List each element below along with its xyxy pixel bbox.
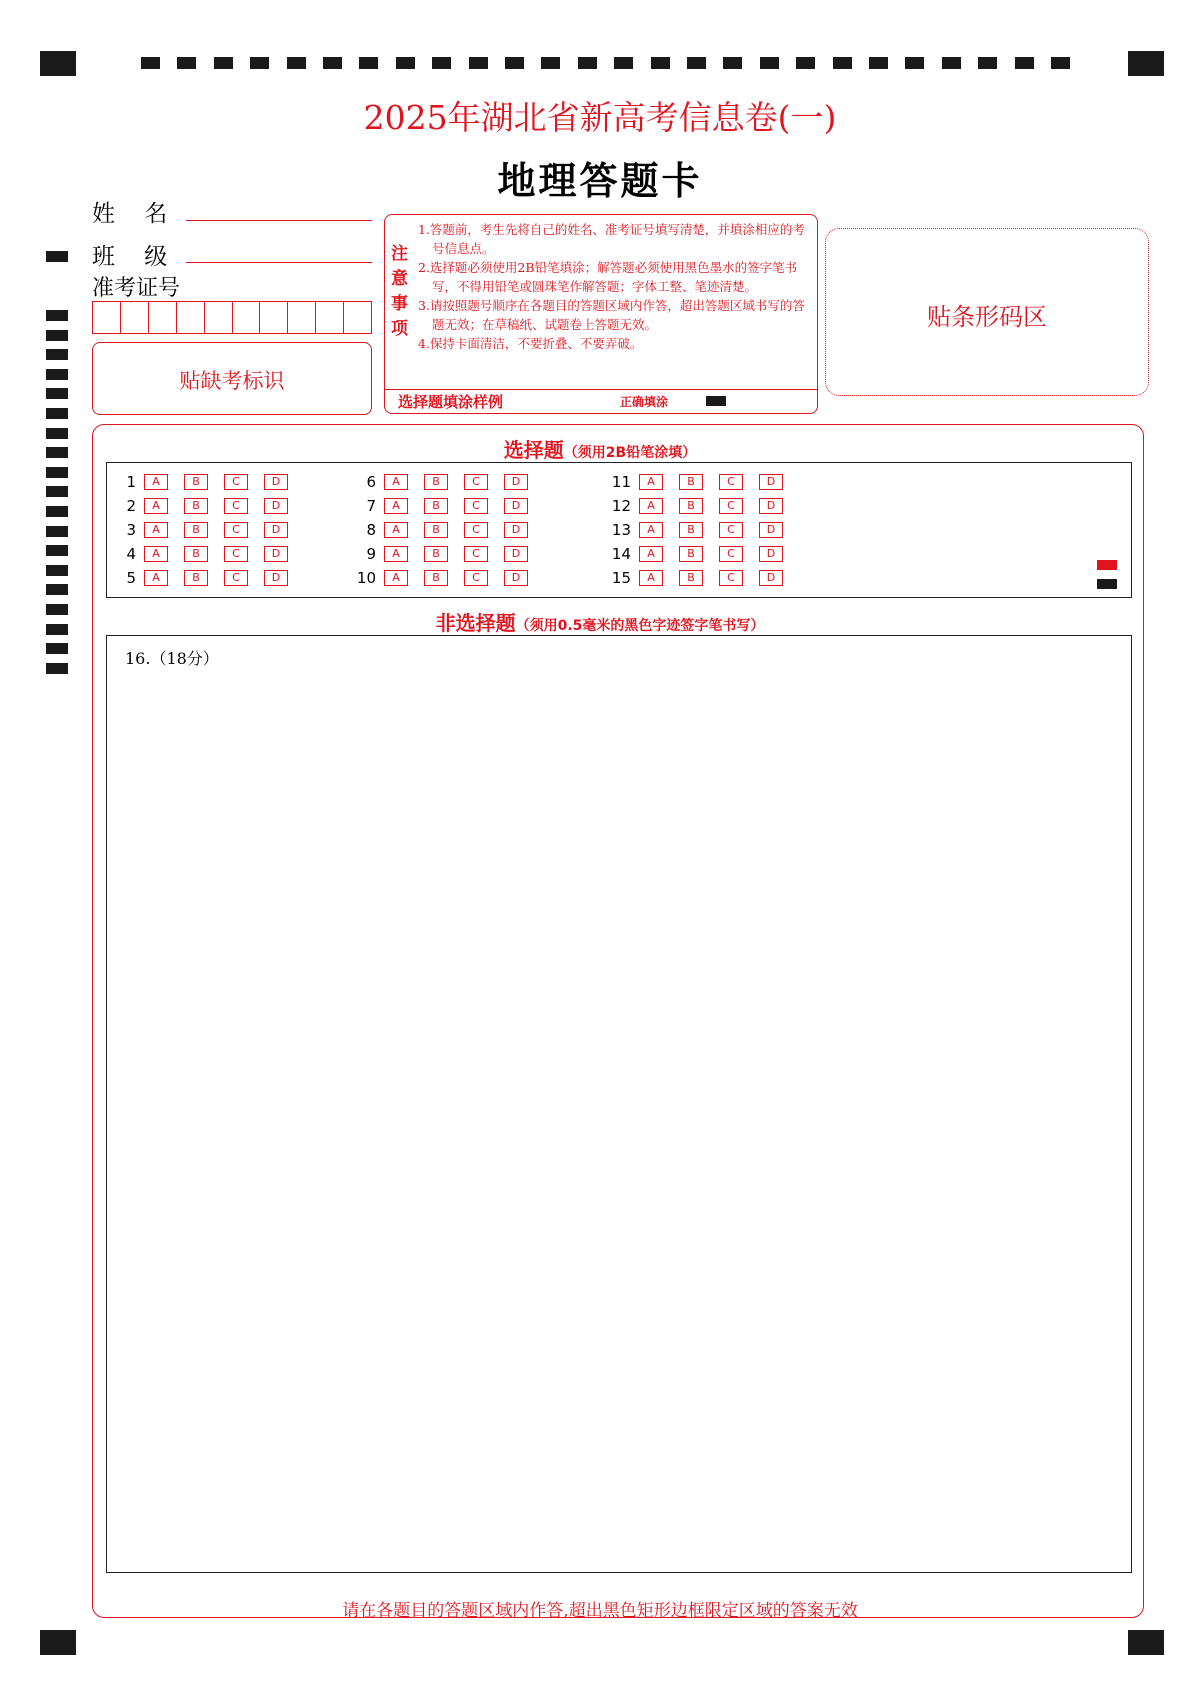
mc-question-row	[601, 569, 799, 587]
exam-id-boxes[interactable]	[92, 301, 372, 334]
timing-mark	[46, 330, 68, 341]
mc-option-bubble[interactable]: D	[264, 522, 288, 538]
mc-option-bubble[interactable]: D	[264, 498, 288, 514]
mc-question-row	[601, 497, 799, 515]
timing-mark	[46, 408, 68, 419]
mc-option-bubble[interactable]: C	[224, 570, 248, 586]
absent-mark-label: 贴缺考标识	[179, 369, 285, 393]
mc-option-bubble[interactable]: C	[464, 498, 488, 514]
mc-question-number: 8	[366, 521, 376, 539]
mc-question-number: 10	[356, 569, 376, 587]
id-digit-box[interactable]	[149, 302, 177, 333]
mc-option-bubble[interactable]: B	[184, 498, 208, 514]
mc-section-title	[0, 434, 1200, 463]
mc-option-bubble[interactable]: A	[384, 570, 408, 586]
exam-id-label: 准考证号	[92, 276, 181, 301]
mc-option-bubble[interactable]: A	[384, 498, 408, 514]
mc-option-bubble[interactable]: B	[424, 498, 448, 514]
timing-mark	[46, 545, 68, 556]
free-title-note: （须用0.5毫米的黑色字迹签字笔书写）	[515, 618, 765, 634]
mc-option-bubble[interactable]: D	[504, 522, 528, 538]
timing-mark	[46, 369, 68, 380]
name-label: 姓 名	[92, 201, 168, 227]
mc-question-row	[601, 473, 799, 491]
mc-title-note: （须用2B铅笔涂填）	[563, 445, 697, 461]
timing-mark	[505, 57, 524, 69]
mc-option-bubble[interactable]: B	[679, 474, 703, 490]
id-digit-box[interactable]	[177, 302, 205, 333]
id-digit-box[interactable]	[344, 302, 371, 333]
mc-question-row	[106, 545, 304, 563]
mc-option-bubble[interactable]: B	[184, 474, 208, 490]
mc-question-row	[346, 521, 544, 539]
mc-title-text: 选择题	[503, 438, 564, 462]
timing-mark	[46, 486, 68, 497]
mc-option-bubble[interactable]: B	[424, 546, 448, 562]
mc-option-bubble[interactable]: C	[224, 522, 248, 538]
timing-mark	[869, 57, 888, 69]
mc-question-number: 14	[611, 545, 631, 563]
timing-mark	[46, 506, 68, 517]
mc-black-marker	[1097, 579, 1117, 589]
mc-question-row	[106, 569, 304, 587]
notice-heading-char: 意	[391, 269, 408, 289]
mc-option-bubble[interactable]: D	[759, 498, 783, 514]
mc-question-number: 13	[611, 521, 631, 539]
mc-option-bubble[interactable]: B	[679, 498, 703, 514]
timing-mark	[323, 57, 342, 69]
mc-option-bubble[interactable]: C	[719, 474, 743, 490]
mc-option-bubble[interactable]: D	[264, 474, 288, 490]
id-digit-box[interactable]	[316, 302, 344, 333]
class-label: 班 级	[92, 244, 168, 270]
mc-option-bubble[interactable]: C	[464, 570, 488, 586]
timing-mark	[250, 57, 269, 69]
mc-question-number: 1	[126, 473, 136, 491]
timing-mark	[46, 251, 68, 262]
mc-option-bubble[interactable]: D	[504, 474, 528, 490]
mc-question-row	[346, 473, 544, 491]
mc-question-number: 3	[126, 521, 136, 539]
mc-option-bubble[interactable]: B	[184, 570, 208, 586]
timing-mark	[46, 467, 68, 478]
mc-option-bubble[interactable]: C	[464, 522, 488, 538]
mc-option-bubble[interactable]: C	[719, 498, 743, 514]
corner-mark-bottom-left	[40, 1630, 76, 1655]
mc-option-bubble[interactable]: A	[144, 570, 168, 586]
timing-mark	[469, 57, 488, 69]
mc-option-bubble[interactable]: D	[504, 498, 528, 514]
id-digit-box[interactable]	[288, 302, 316, 333]
timing-mark	[942, 57, 961, 69]
timing-mark	[46, 663, 68, 674]
timing-mark	[760, 57, 779, 69]
notice-heading-char: 项	[391, 319, 408, 339]
mc-option-bubble[interactable]: C	[719, 546, 743, 562]
mc-option-bubble[interactable]: B	[679, 546, 703, 562]
mc-option-bubble[interactable]: C	[464, 546, 488, 562]
timing-mark	[432, 57, 451, 69]
mc-question-row	[346, 569, 544, 587]
mc-option-bubble[interactable]: B	[679, 570, 703, 586]
timing-mark	[978, 57, 997, 69]
mc-option-bubble[interactable]: A	[639, 522, 663, 538]
exam-title: 2025年湖北省新高考信息卷(一)	[363, 98, 837, 137]
timing-mark	[723, 57, 742, 69]
mc-option-bubble[interactable]: B	[424, 522, 448, 538]
mc-question-number: 12	[611, 497, 631, 515]
notice-item: 2.选择题必须使用2B铅笔填涂；解答题必须使用黑色墨水的签字笔书写，不得用铅笔或圆珠笔作解答题；字体工整、笔迹清楚。	[418, 260, 798, 294]
mc-question-number: 4	[126, 545, 136, 563]
timing-mark	[46, 565, 68, 576]
class-field[interactable]	[186, 262, 372, 263]
id-digit-box[interactable]	[205, 302, 233, 333]
mc-question-row	[601, 521, 799, 539]
mc-option-bubble[interactable]: B	[424, 570, 448, 586]
timing-mark	[46, 526, 68, 537]
notice-heading	[391, 242, 411, 342]
mc-option-bubble[interactable]: C	[719, 570, 743, 586]
mc-option-bubble[interactable]: C	[224, 546, 248, 562]
barcode-label: 贴条形码区	[927, 303, 1047, 331]
mc-option-bubble[interactable]: B	[424, 474, 448, 490]
notice-item: 1.答题前，考生先将自己的姓名、准考证号填写清楚，并填涂相应的考号信息点。	[418, 222, 805, 256]
notice-heading-char: 注	[391, 244, 408, 264]
mc-option-bubble[interactable]: B	[184, 546, 208, 562]
mc-option-bubble[interactable]: D	[759, 570, 783, 586]
mc-option-bubble[interactable]: A	[384, 474, 408, 490]
mc-option-bubble[interactable]: A	[639, 474, 663, 490]
timing-mark	[287, 57, 306, 69]
mc-option-bubble[interactable]: D	[759, 522, 783, 538]
timing-mark	[214, 57, 233, 69]
timing-mark	[177, 57, 196, 69]
notice-item: 4.保持卡面清洁，不要折叠、不要弄破。	[418, 336, 643, 351]
mc-question-number: 5	[126, 569, 136, 587]
mc-option-bubble[interactable]: D	[504, 546, 528, 562]
mc-question-row	[106, 473, 304, 491]
timing-mark	[46, 349, 68, 360]
timing-mark	[833, 57, 852, 69]
corner-mark-bottom-right	[1128, 1630, 1164, 1655]
mc-question-number: 9	[366, 545, 376, 563]
mc-option-bubble[interactable]: D	[264, 570, 288, 586]
notice-items	[418, 220, 810, 353]
q16-answer-box[interactable]	[106, 635, 1132, 1573]
notice-divider	[384, 389, 818, 390]
timing-mark	[541, 57, 560, 69]
mc-question-number: 7	[366, 497, 376, 515]
timing-mark	[687, 57, 706, 69]
footer-note: 请在各题目的答题区域内作答,超出黑色矩形边框限定区域的答案无效	[342, 1601, 858, 1621]
barcode-area[interactable]	[825, 228, 1149, 396]
mc-question-row	[601, 545, 799, 563]
mc-question-number: 15	[611, 569, 631, 587]
correct-fill-sample	[706, 396, 726, 406]
mc-option-bubble[interactable]: C	[464, 474, 488, 490]
mc-option-bubble[interactable]: A	[639, 546, 663, 562]
corner-mark-top-right	[1128, 51, 1164, 76]
name-field[interactable]	[186, 220, 372, 221]
mc-option-bubble[interactable]: B	[679, 522, 703, 538]
mc-option-bubble[interactable]: D	[759, 474, 783, 490]
free-section-title	[0, 607, 1200, 636]
sheet-subtitle: 地理答题卡	[497, 159, 703, 203]
mc-option-bubble[interactable]: A	[639, 570, 663, 586]
mc-option-bubble[interactable]: A	[384, 522, 408, 538]
mc-option-bubble[interactable]: C	[224, 474, 248, 490]
mc-option-bubble[interactable]: B	[184, 522, 208, 538]
timing-mark	[578, 57, 597, 69]
notice-heading-char: 事	[391, 294, 408, 314]
timing-mark	[46, 310, 68, 321]
mc-question-row	[346, 497, 544, 515]
mc-option-bubble[interactable]: A	[384, 546, 408, 562]
free-title-text: 非选择题	[435, 611, 516, 635]
mc-option-bubble[interactable]: A	[639, 498, 663, 514]
mc-question-row	[106, 497, 304, 515]
timing-mark	[796, 57, 815, 69]
timing-mark	[614, 57, 633, 69]
timing-mark	[46, 584, 68, 595]
id-digit-box[interactable]	[121, 302, 149, 333]
timing-mark	[359, 57, 378, 69]
id-digit-box[interactable]	[93, 302, 121, 333]
fill-example-label: 选择题填涂样例	[398, 393, 504, 411]
mc-option-bubble[interactable]: D	[264, 546, 288, 562]
timing-mark	[905, 57, 924, 69]
mc-option-bubble[interactable]: A	[144, 522, 168, 538]
timing-mark	[141, 57, 160, 69]
mc-option-bubble[interactable]: A	[144, 498, 168, 514]
mc-option-bubble[interactable]: A	[144, 546, 168, 562]
absent-mark-area[interactable]	[92, 342, 372, 415]
mc-option-bubble[interactable]: D	[504, 570, 528, 586]
mc-question-number: 6	[366, 473, 376, 491]
mc-option-bubble[interactable]: C	[719, 522, 743, 538]
correct-fill-label: 正确填涂	[620, 395, 669, 409]
notice-item: 3.请按照题号顺序在各题目的答题区域内作答，超出答题区域书写的答题无效；在草稿纸、试题卷上答题无效。	[418, 298, 805, 332]
timing-mark	[1051, 57, 1070, 69]
id-digit-box[interactable]	[233, 302, 261, 333]
timing-mark	[1015, 57, 1034, 69]
id-digit-box[interactable]	[260, 302, 288, 333]
mc-option-bubble[interactable]: A	[144, 474, 168, 490]
timing-mark	[46, 388, 68, 399]
mc-question-number: 2	[126, 497, 136, 515]
q16-label: 16.（18分）	[125, 649, 219, 668]
mc-option-bubble[interactable]: C	[224, 498, 248, 514]
timing-mark	[396, 57, 415, 69]
timing-mark	[651, 57, 670, 69]
mc-question-row	[106, 521, 304, 539]
timing-mark	[46, 643, 68, 654]
mc-question-number: 11	[611, 473, 631, 491]
mc-option-bubble[interactable]: D	[759, 546, 783, 562]
mc-question-row	[346, 545, 544, 563]
corner-mark-top-left	[40, 51, 76, 76]
mc-red-marker	[1097, 560, 1117, 570]
